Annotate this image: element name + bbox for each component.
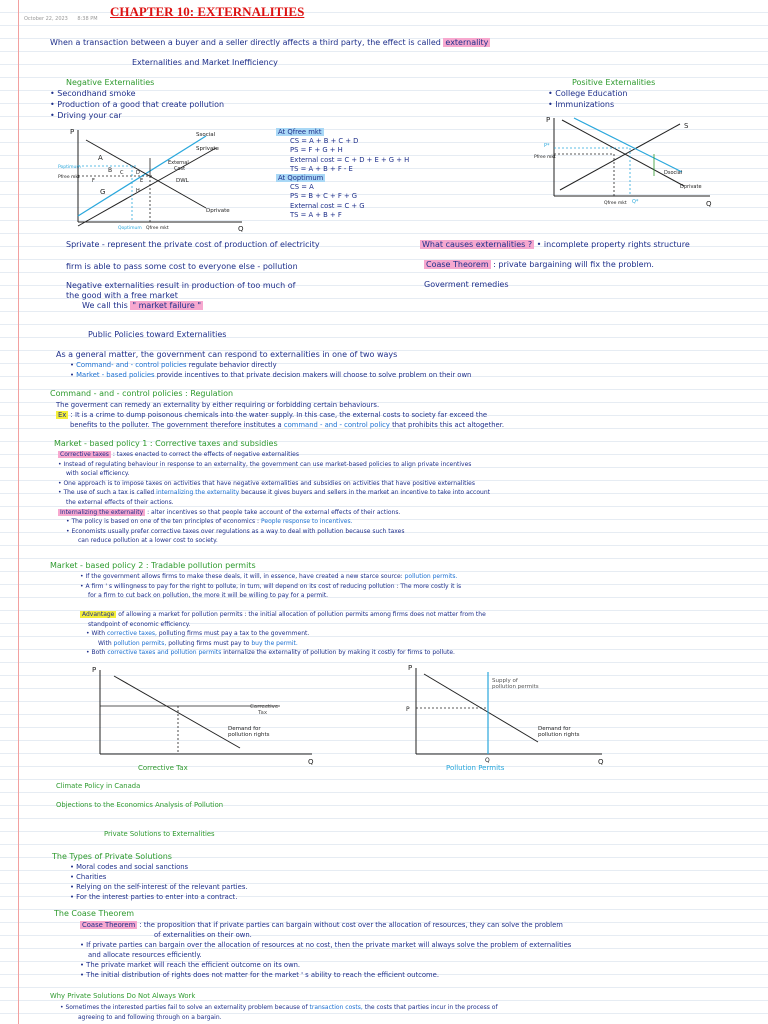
why-body: • Sometimes the interested parties fail to solve an externality problem because of transaction costs, the costs that parties incur in the process of agreeing to and following through on a bargain. — [60, 1004, 498, 1021]
coase-heading: The Coase Theorem — [54, 909, 135, 918]
svg-text:P: P — [408, 664, 413, 672]
coase-note: Coase Theorem : private bargaining will fix the problem. — [426, 260, 654, 269]
positive-externalities-heading: Positive Externalities — [572, 78, 656, 87]
svg-text:Poptimum: Poptimum — [58, 165, 81, 170]
corrective-tax-caption: Corrective Tax — [138, 764, 188, 772]
section-heading-market-inefficiency: Externalities and Market Inefficiency — [132, 58, 278, 67]
objections-heading: Objections to the Economics Analysis of Pollution — [56, 801, 224, 809]
svg-text:S: S — [684, 122, 689, 130]
section-heading-public-policies: Public Policies toward Externalities — [88, 330, 227, 339]
firm-note: firm is able to pass some cost to everyone else - pollution — [66, 262, 298, 271]
climate-policy-heading: Climate Policy in Canada — [56, 782, 141, 790]
page-title: CHAPTER 10: EXTERNALITIES — [110, 4, 305, 19]
public-policies-list: As a general matter, the government can respond to externalities in one of two ways • Command- and - control policies regulate behavior directly • Market - based policies provide incentives to that private decision makers will choose to solve problem on their own — [56, 350, 472, 379]
neg-graph-demand-label: Dprivate — [206, 208, 230, 214]
tax-graph-demand-label: Demand for — [228, 726, 261, 732]
pollution-permits-caption: Pollution Permits — [446, 764, 505, 772]
externality-term: externality — [445, 38, 489, 47]
goverment-remedies: Goverment remedies — [424, 280, 509, 289]
list-item: • Charities — [70, 873, 107, 881]
neg-graph-ext-cost-label: External — [168, 160, 189, 166]
note-date: October 22, 2023 8:38 PM — [24, 16, 98, 22]
svg-text:P: P — [546, 116, 551, 124]
sprivate-note: Sprivate - represent the private cost of production of electricity — [66, 240, 320, 249]
neg-graph-q-label: Q — [238, 225, 244, 233]
svg-text:F: F — [92, 178, 95, 184]
svg-text:Q: Q — [485, 757, 490, 764]
svg-text:Cost: Cost — [174, 166, 186, 172]
coase-body: Coase Theorem : the proposition that if private parties can bargain without cost over the allocation of resources, they can solve the problem of externalities on their own. • If private parties can bargain over the allocation of resources at no cost, then the private market will always solve the problem of externalities and allocate resources efficiently. • The private market will reach the efficient outcome on its own. • The initial distribution of rights does not matter for the market ' s ability to reach the efficient outcome. — [80, 921, 572, 979]
svg-text:A: A — [98, 154, 103, 162]
svg-text:H: H — [136, 188, 140, 194]
permits-demand-label: Demand for — [538, 726, 571, 732]
svg-text:pollution permits: pollution permits — [492, 684, 539, 690]
at-q-free-label: At Qfree mkt — [278, 128, 322, 136]
svg-text:Q: Q — [598, 758, 604, 766]
types-list — [70, 862, 248, 902]
command-control-body: The goverment can remedy an externality by either requiring or forbidding certain behaviours. Ex : It is a crime to dump poisonous chemicals into the water supply. In this case, the external costs to society far exceed the benefits to the polluter. The government therefore institutes a command - and - control policy that prohibits this act altogether. — [56, 401, 505, 429]
causes-note: What causes externalities ? • incomplete property rights structure — [422, 240, 690, 249]
market-failure-note: Negative externalities result in production of too much of the good with a free market We call this " market failure " — [66, 281, 296, 310]
svg-text:Qfree mkt: Qfree mkt — [146, 226, 169, 231]
svg-text:P: P — [92, 666, 97, 674]
list-item: • Driving your car — [50, 111, 122, 120]
positive-externality-graph — [534, 114, 714, 208]
svg-text:B: B — [108, 167, 113, 174]
svg-text:Tax: Tax — [258, 710, 268, 716]
neg-graph-calculations: At Qfree mkt CS = A + B + C + D PS = F + G + H External cost = C + D + E + G + H TS = A + B + F - E At Qoptimum CS = A PS = B + C + F + G External cost = C + G TS = A + B + F — [278, 128, 410, 219]
market-policy-1-body: Corrective taxes : taxes enacted to correct the effects of negative externalities • Instead of regulating behaviour in response to an externality, the government can use market-based policies to align private incentives with social efficiency. • One approach is to impose taxes on activities that have negative externalities and subsidies on activities that have positive externalities • The use of such a tax is called internalizing the externality because it gives buyers and sellers in the market an incentive to take into account the external effects of their actions. Internalizing the externality : alter incentives so that people take account of the external effects of their actions. • The policy is based on one of the ten principles of economics : People response to incentives. • Economists usually prefer corrective taxes over regulations as a way to deal with pollution because such taxes can reduce pollution at a lower cost to society. — [58, 451, 490, 545]
list-item: • Moral codes and social sanctions — [70, 863, 189, 871]
private-solutions-heading: Private Solutions to Externalities — [104, 830, 215, 838]
svg-text:G: G — [100, 188, 106, 196]
list-item: • College Education — [548, 89, 628, 98]
svg-text:D: D — [136, 170, 140, 176]
list-item: • For the interest parties to enter into a contract. — [70, 893, 238, 901]
supply-permits-label: Supply of — [492, 678, 518, 684]
neg-graph-p-label: P — [70, 128, 75, 136]
svg-text:Dsocial: Dsocial — [664, 170, 683, 176]
intro-line: When a transaction between a buyer and a seller directly affects a third party, the effect is called externality — [50, 38, 489, 47]
svg-text:E: E — [140, 178, 144, 184]
svg-text:pollution rights: pollution rights — [538, 732, 580, 738]
advantage-body: Advantage of allowing a market for pollution permits : the initial allocation of pollution permits among firms does not matter from the standpoint of economic efficiency. • With corrective taxes, polluting firms must pay a tax to the government. With pollution permits, polluting firms must pay to buy the permit. • Both corrective taxes and pollution permits internalize the externality of pollution by making it costly for firms to pollute. — [82, 611, 486, 657]
market-policy-2-heading: Market - based policy 2 : Tradable pollution permits — [50, 561, 256, 570]
corrective-tax-graph — [90, 664, 320, 774]
why-heading: Why Private Solutions Do Not Always Work — [50, 992, 196, 1000]
svg-text:Pfree mkt: Pfree mkt — [58, 175, 80, 180]
command-control-heading: Command - and - control policies : Regulation — [50, 389, 234, 398]
svg-text:Qoptimum: Qoptimum — [118, 226, 142, 231]
svg-text:P*: P* — [544, 143, 550, 149]
svg-text:pollution rights: pollution rights — [228, 732, 270, 738]
svg-text:P: P — [406, 706, 410, 713]
market-policy-2-body: • If the government allows firms to make these deals, it will, in essence, have created a new starce source: pollution permits. • A firm ' s willingness to pay for the right to pollute, in turn, will depend on its cost of reducing pollution : The more costly it is for a firm to cut back on pollution, the more it will be willing to pay for a permit. — [80, 573, 462, 600]
types-heading: The Types of Private Solutions — [52, 852, 172, 861]
svg-text:Q: Q — [706, 200, 712, 208]
list-item: • Immunizations — [548, 100, 615, 109]
market-policy-1-heading: Market - based policy 1 : Corrective taxes and subsidies — [54, 439, 278, 448]
svg-text:C: C — [120, 170, 124, 176]
at-q-optimum-label: At Qoptimum — [278, 174, 324, 183]
list-item: • Secondhand smoke — [50, 89, 136, 98]
neg-graph-dwl-label: DWL — [176, 178, 189, 184]
list-item: • Production of a good that create pollution — [50, 100, 225, 109]
negative-externalities-heading: Negative Externalities — [66, 78, 155, 87]
corrective-tax-line-label: Corrective — [250, 704, 279, 710]
list-item: • Relying on the self-interest of the relevant parties. — [70, 883, 248, 891]
notebook-margin-line — [18, 0, 19, 1024]
negative-externality-graph — [56, 126, 246, 234]
negative-externalities-list — [50, 88, 224, 121]
svg-text:Pfree mkt: Pfree mkt — [534, 155, 556, 160]
pollution-permits-graph — [398, 662, 608, 774]
neg-graph-social-label: Ssocial — [196, 132, 216, 138]
svg-text:Q*: Q* — [632, 199, 639, 205]
svg-text:Dprivate: Dprivate — [680, 184, 702, 190]
neg-graph-private-label: Sprivate — [196, 146, 219, 152]
svg-text:Qfree mkt: Qfree mkt — [604, 201, 627, 206]
positive-externalities-list — [548, 88, 627, 110]
svg-text:Q: Q — [308, 758, 314, 766]
